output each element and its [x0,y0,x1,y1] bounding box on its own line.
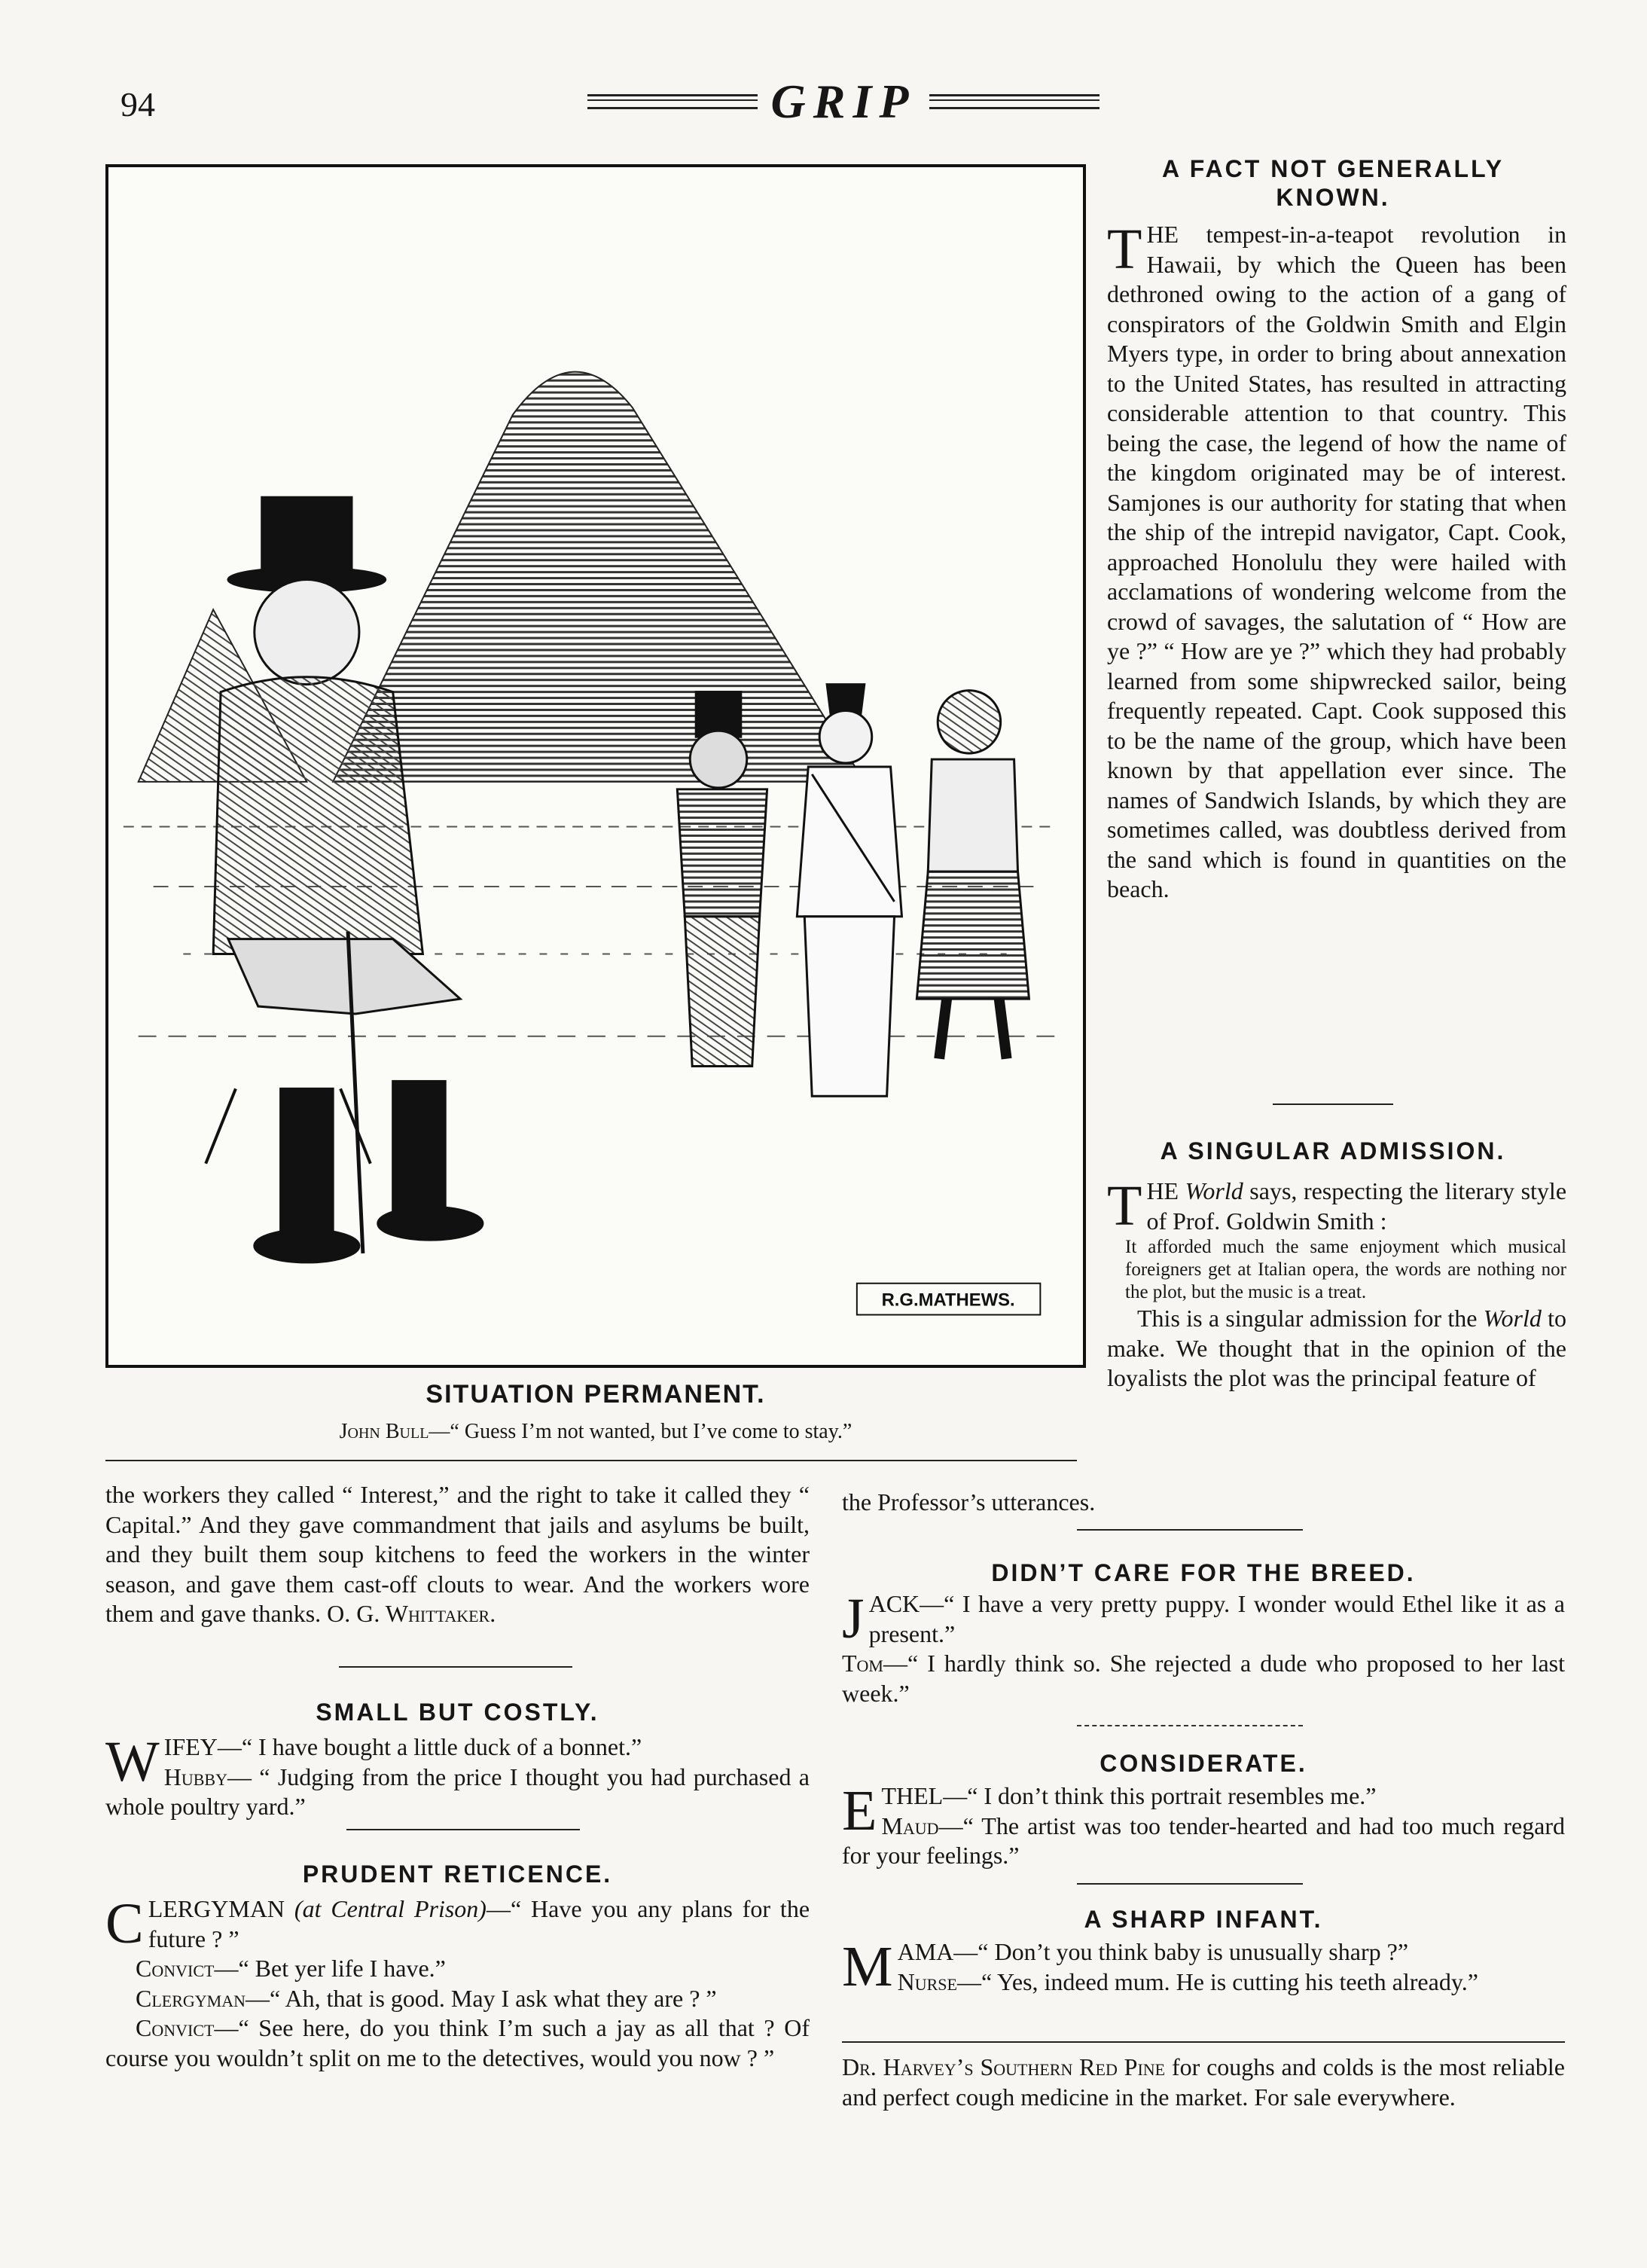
interest-author: O. G. Whittaker. [327,1600,496,1627]
masthead-rule-left [587,94,758,109]
caption-speaker: John Bull [339,1420,429,1443]
reticence-line1b: (at Central Prison) [294,1895,486,1922]
masthead [587,75,1100,128]
breed-drop-cap: J [842,1587,865,1650]
reticence-s3: Clergyman [136,1984,246,2012]
costly-line2: — “ Judging from the price I thought you had purchased a whole poultry yard.” [105,1763,810,1820]
infant-line1: AMA—“ Don’t you think baby is unusually sharp ?” [897,1938,1409,1965]
infant-s2: Nurse [897,1967,957,1995]
fact-body: tempest-in-a-teapot revolution in Hawaii, by which the Queen has been dethroned owing to the action of a gang of conspirators of the Goldwin Smith and Elgin Myers type, in order to bring about annexation to the United States, has resulted in attracting considerable attention to that country. This being the case, the legend of how the name of the kingdom originated may be of interest. Samjones is our authority for stating that when the ship of the intrepid navigator, Capt. Cook, approached Honolulu they were hailed with acclamations of wondering welcome from the crowd of savages, the salutation of “ How are ye ?” “ How are ye ?” which they had probably learned from some shipwrecked sailor, being frequently repeated. Capt. Cook supposed this to be the name of the group, which have been known by that appellation ever since. The names of Sandwich Islands, by which they are sometimes called, was doubtless derived from the sand which is found in quantities on the beach. [1107,221,1567,902]
admission-article [1107,1174,1567,1393]
reticence-heading: PRUDENT RETICENCE. [302,1860,613,1888]
fact-end-rule [1273,1103,1393,1105]
considerate-top-rule [1077,1725,1303,1726]
breed-line2: —“ I hardly think so. She rejected a dude who proposed to her last week.” [842,1650,1565,1707]
costly-article [105,1732,810,1822]
admission-quote: It afforded much the same enjoyment which musical foreigners get at Italian opera, the words are nothing nor the plot, but the music is a treat. [1125,1237,1566,1302]
costly-end-rule [346,1829,580,1830]
breed-s2: Tom [842,1650,883,1677]
fact-heading: A FACT NOT GENERALLY KNOWN. [1161,155,1505,211]
infant-top-rule [1077,1883,1303,1885]
considerate-line2: —“ The artist was too tender-hearted and had too much regard for your feelings.” [842,1812,1565,1869]
advert-name: Dr. Harvey’s Southern Red Pine [842,2053,1166,2080]
fact-lead: HE [1146,221,1179,248]
costly-heading: SMALL BUT COSTLY. [316,1699,599,1726]
breed-heading: DIDN’T CARE FOR THE BREED. [991,1559,1416,1586]
reticence-line1c: —“ Have you any plans for the future ? ” [148,1895,810,1952]
reticence-s4: Convict [136,2014,215,2041]
interest-end-rule [339,1666,572,1668]
masthead-title: GRIP [770,75,917,128]
considerate-article [842,1781,1565,1871]
cartoon-drawing [108,167,1083,1365]
admission-world-2: World [1483,1305,1542,1332]
reticence-s2: Convict [136,1955,215,1982]
admission-intro: says, respecting the literary style of Prof. Goldwin Smith : [1146,1177,1567,1235]
admission-body-b: to make. We thought that in the opinion of the loyalists the plot was the principal feature of [1107,1305,1567,1391]
large-pyramid [333,372,865,782]
cartoon-caption-title: SITUATION PERMANENT. [425,1380,766,1409]
caption-quote-text: —“ Guess I’m not wanted, but I’ve come to stay.” [429,1420,852,1443]
caption-rule [105,1460,1077,1461]
breed-line1: ACK—“ I have a very pretty puppy. I wonder would Ethel like it as a present.” [868,1590,1565,1647]
considerate-heading: CONSIDERATE. [1100,1750,1307,1777]
reticence-line2: —“ Bet yer life I have.” [214,1955,446,1982]
fact-drop-cap: T [1107,218,1142,281]
cartoon-illustration [105,164,1086,1368]
advert-text [842,2053,1565,2112]
costly-drop-cap: W [105,1730,160,1793]
reticence-line1a: LERGYMAN [148,1895,285,1922]
masthead-rule-right [929,94,1100,109]
admission-heading: A SINGULAR ADMISSION. [1160,1137,1506,1165]
admission-drop-cap: T [1107,1174,1142,1238]
considerate-s2: Maud [881,1812,939,1839]
admission-world: World [1185,1177,1243,1204]
infant-drop-cap: M [842,1935,893,1998]
admission-body-a: This is a singular admission for the [1137,1305,1478,1332]
creature-figure [917,691,1029,1059]
reticence-drop-cap: C [105,1892,144,1955]
advert-top-rule [842,2041,1565,2043]
costly-line1: IFEY—“ I have bought a little duck of a bonnet.” [163,1733,642,1760]
admission-continuation: the Professor’s utterances. [842,1488,1096,1516]
reticence-line4: —“ See here, do you think I’m such a jay as all that ? Of course you wouldn’t split on me to the detectives, would you now ? ” [105,2014,810,2071]
admission-body [1107,1304,1566,1393]
infant-article [842,1937,1565,1997]
reticence-article [105,1894,810,2073]
breed-top-rule [1077,1529,1303,1531]
costly-speaker2: Hubby [163,1763,227,1790]
considerate-line1: THEL—“ I don’t think this portrait resembles me.” [881,1782,1377,1809]
reticence-line3: —“ Ah, that is good. May I ask what they are ? ” [246,1984,717,2012]
admission-lead: HE [1146,1177,1179,1204]
breed-article [842,1589,1565,1708]
page-number: 94 [120,85,155,124]
infant-line2: —“ Yes, indeed mum. He is cutting his teeth already.” [956,1967,1478,1995]
artist-signature: R.G.MATHEWS. [881,1290,1015,1311]
interest-article [105,1480,810,1629]
fact-article [1107,220,1566,905]
advert-body: for coughs and colds is the most reliable and perfect cough medicine in the market. For sale everywhere. [842,2053,1566,2111]
infant-heading: A SHARP INFANT. [1084,1906,1323,1933]
considerate-drop-cap: E [842,1779,877,1842]
interest-text: the workers they called “ Interest,” and the right to take it called they “ Capital.” And they gave commandment that jails and asylums be built, and they built them soup kitchens to feed the workers in the winter season, and gave them cast-off clouts to wear. And the workers wore them and gave thanks. [105,1481,810,1627]
cartoon-caption-quote [105,1420,1086,1444]
